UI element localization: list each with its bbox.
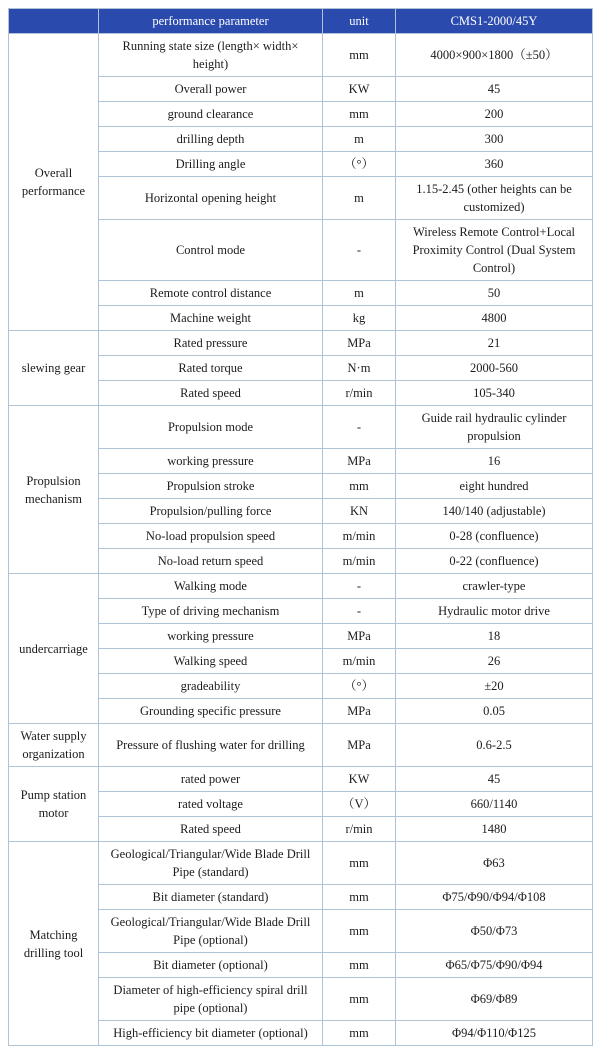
- unit-cell: mm: [323, 885, 396, 910]
- value-cell: 1480: [396, 817, 593, 842]
- unit-cell: -: [323, 406, 396, 449]
- param-cell: Machine weight: [99, 306, 323, 331]
- value-cell: Φ63: [396, 842, 593, 885]
- param-cell: Diameter of high-efficiency spiral drill pipe (optional): [99, 978, 323, 1021]
- group-cell: Propulsion mechanism: [9, 406, 99, 574]
- param-cell: Rated pressure: [99, 331, 323, 356]
- unit-cell: （V）: [323, 792, 396, 817]
- value-cell: 0-28 (confluence): [396, 524, 593, 549]
- param-cell: Overall power: [99, 77, 323, 102]
- param-cell: Rated torque: [99, 356, 323, 381]
- value-cell: 1.15-2.45 (other heights can be customized): [396, 177, 593, 220]
- value-cell: 0.6-2.5: [396, 724, 593, 767]
- param-cell: Horizontal opening height: [99, 177, 323, 220]
- group-cell: Matching drilling tool: [9, 842, 99, 1046]
- value-cell: Φ50/Φ73: [396, 910, 593, 953]
- param-cell: gradeability: [99, 674, 323, 699]
- unit-cell: mm: [323, 842, 396, 885]
- value-cell: 16: [396, 449, 593, 474]
- unit-cell: r/min: [323, 381, 396, 406]
- param-cell: Walking speed: [99, 649, 323, 674]
- unit-cell: m: [323, 281, 396, 306]
- value-cell: 200: [396, 102, 593, 127]
- group-cell: Water supply organization: [9, 724, 99, 767]
- header-cell-model: CMS1-2000/45Y: [396, 9, 593, 34]
- unit-cell: kg: [323, 306, 396, 331]
- unit-cell: -: [323, 574, 396, 599]
- param-cell: Control mode: [99, 220, 323, 281]
- param-cell: rated power: [99, 767, 323, 792]
- value-cell: 18: [396, 624, 593, 649]
- unit-cell: mm: [323, 910, 396, 953]
- unit-cell: mm: [323, 34, 396, 77]
- unit-cell: mm: [323, 474, 396, 499]
- param-cell: Geological/Triangular/Wide Blade Drill Pipe (optional): [99, 910, 323, 953]
- value-cell: 0.05: [396, 699, 593, 724]
- value-cell: 300: [396, 127, 593, 152]
- unit-cell: m/min: [323, 524, 396, 549]
- spec-table: [8, 8, 593, 1046]
- value-cell: 360: [396, 152, 593, 177]
- unit-cell: -: [323, 220, 396, 281]
- table-row: [9, 724, 593, 767]
- value-cell: 45: [396, 767, 593, 792]
- group-cell: Pump station motor: [9, 767, 99, 842]
- unit-cell: KN: [323, 499, 396, 524]
- param-cell: Geological/Triangular/Wide Blade Drill Pipe (standard): [99, 842, 323, 885]
- value-cell: 26: [396, 649, 593, 674]
- unit-cell: N·m: [323, 356, 396, 381]
- param-cell: ground clearance: [99, 102, 323, 127]
- param-cell: Bit diameter (optional): [99, 953, 323, 978]
- value-cell: Hydraulic motor drive: [396, 599, 593, 624]
- spec-table-body: [9, 34, 593, 1046]
- unit-cell: MPa: [323, 724, 396, 767]
- value-cell: Φ75/Φ90/Φ94/Φ108: [396, 885, 593, 910]
- param-cell: working pressure: [99, 624, 323, 649]
- param-cell: working pressure: [99, 449, 323, 474]
- table-row: [9, 331, 593, 356]
- header-cell-group: [9, 9, 99, 34]
- unit-cell: （°）: [323, 674, 396, 699]
- group-cell: Overall performance: [9, 34, 99, 331]
- unit-cell: MPa: [323, 624, 396, 649]
- table-row: [9, 842, 593, 885]
- param-cell: Pressure of flushing water for drilling: [99, 724, 323, 767]
- header-row: [9, 9, 593, 34]
- value-cell: 140/140 (adjustable): [396, 499, 593, 524]
- value-cell: 21: [396, 331, 593, 356]
- unit-cell: MPa: [323, 699, 396, 724]
- unit-cell: m/min: [323, 649, 396, 674]
- param-cell: Drilling angle: [99, 152, 323, 177]
- value-cell: Wireless Remote Control+Local Proximity Control (Dual System Control): [396, 220, 593, 281]
- value-cell: Φ65/Φ75/Φ90/Φ94: [396, 953, 593, 978]
- table-row: [9, 406, 593, 449]
- value-cell: ±20: [396, 674, 593, 699]
- value-cell: eight hundred: [396, 474, 593, 499]
- unit-cell: （°）: [323, 152, 396, 177]
- group-cell: slewing gear: [9, 331, 99, 406]
- unit-cell: MPa: [323, 331, 396, 356]
- spec-table-header: [9, 9, 593, 34]
- unit-cell: m/min: [323, 549, 396, 574]
- param-cell: Propulsion mode: [99, 406, 323, 449]
- table-row: [9, 34, 593, 77]
- group-cell: undercarriage: [9, 574, 99, 724]
- value-cell: 105-340: [396, 381, 593, 406]
- unit-cell: mm: [323, 978, 396, 1021]
- param-cell: Walking mode: [99, 574, 323, 599]
- table-row: [9, 767, 593, 792]
- unit-cell: MPa: [323, 449, 396, 474]
- param-cell: Grounding specific pressure: [99, 699, 323, 724]
- value-cell: 50: [396, 281, 593, 306]
- value-cell: Φ69/Φ89: [396, 978, 593, 1021]
- unit-cell: mm: [323, 953, 396, 978]
- value-cell: 4000×900×1800（±50）: [396, 34, 593, 77]
- unit-cell: KW: [323, 767, 396, 792]
- value-cell: crawler-type: [396, 574, 593, 599]
- value-cell: 660/1140: [396, 792, 593, 817]
- param-cell: No-load propulsion speed: [99, 524, 323, 549]
- value-cell: Guide rail hydraulic cylinder propulsion: [396, 406, 593, 449]
- param-cell: Rated speed: [99, 381, 323, 406]
- param-cell: rated voltage: [99, 792, 323, 817]
- param-cell: Rated speed: [99, 817, 323, 842]
- param-cell: High-efficiency bit diameter (optional): [99, 1021, 323, 1046]
- param-cell: Propulsion stroke: [99, 474, 323, 499]
- table-row: [9, 574, 593, 599]
- header-cell-parameter: performance parameter: [99, 9, 323, 34]
- unit-cell: KW: [323, 77, 396, 102]
- header-cell-unit: unit: [323, 9, 396, 34]
- unit-cell: r/min: [323, 817, 396, 842]
- unit-cell: -: [323, 599, 396, 624]
- unit-cell: m: [323, 177, 396, 220]
- value-cell: 45: [396, 77, 593, 102]
- value-cell: 4800: [396, 306, 593, 331]
- value-cell: Φ94/Φ110/Φ125: [396, 1021, 593, 1046]
- param-cell: Bit diameter (standard): [99, 885, 323, 910]
- unit-cell: mm: [323, 1021, 396, 1046]
- param-cell: Running state size (length× width× height): [99, 34, 323, 77]
- unit-cell: mm: [323, 102, 396, 127]
- param-cell: No-load return speed: [99, 549, 323, 574]
- param-cell: Remote control distance: [99, 281, 323, 306]
- value-cell: 2000-560: [396, 356, 593, 381]
- param-cell: Propulsion/pulling force: [99, 499, 323, 524]
- param-cell: drilling depth: [99, 127, 323, 152]
- param-cell: Type of driving mechanism: [99, 599, 323, 624]
- unit-cell: m: [323, 127, 396, 152]
- value-cell: 0-22 (confluence): [396, 549, 593, 574]
